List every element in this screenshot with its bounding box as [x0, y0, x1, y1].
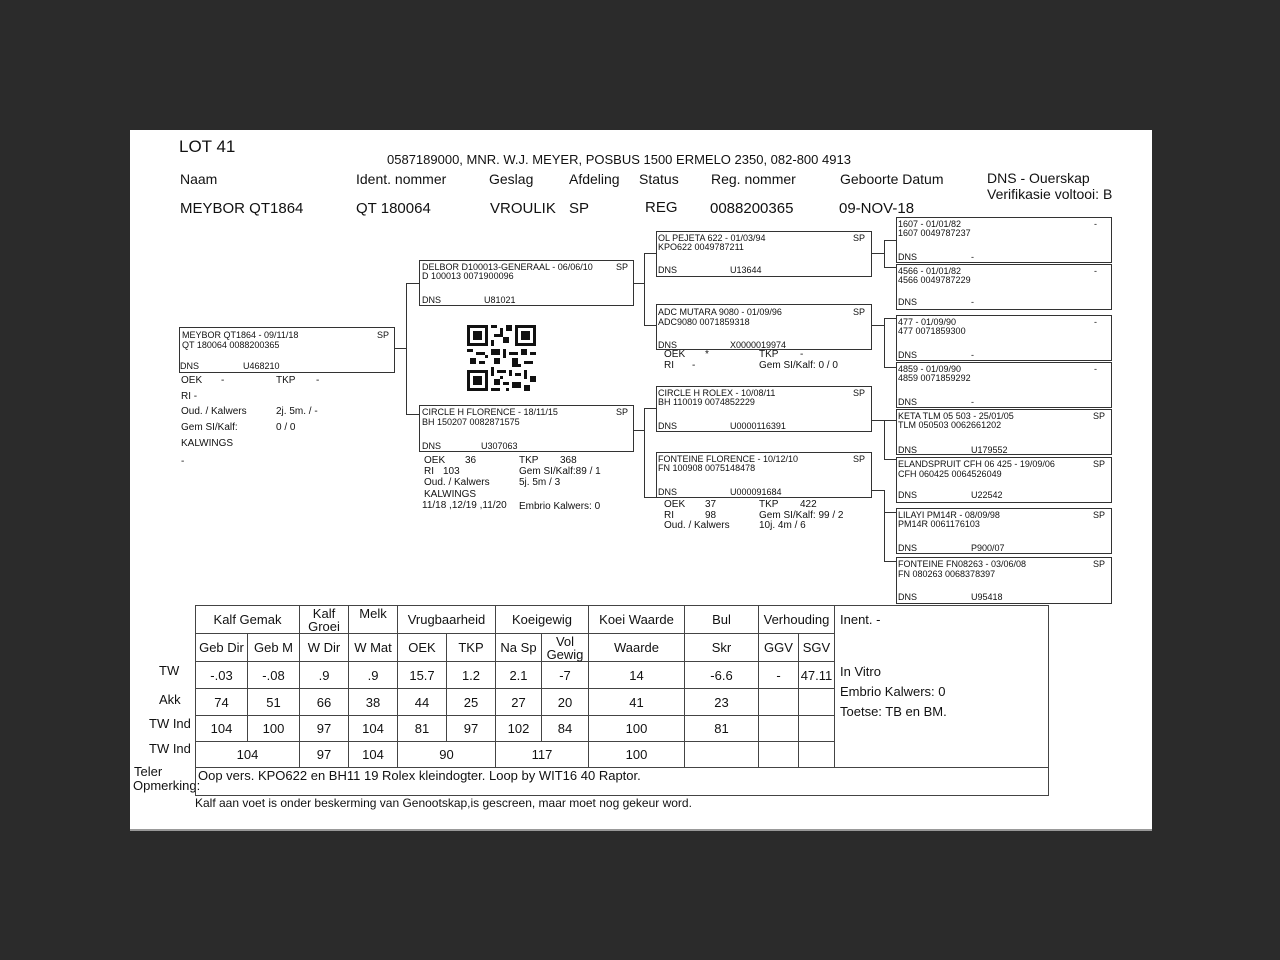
- table-cell: 104: [349, 716, 398, 742]
- sub-sgv: SGV: [799, 634, 835, 662]
- dam-ids: BH 150207 0082871575: [422, 417, 520, 427]
- table-cell: 20: [542, 689, 589, 716]
- ggp-ids: PM14R 0061176103: [898, 519, 980, 529]
- ggp-dns-label: DNS: [898, 297, 918, 307]
- embrio-note: Embrio Kalwers: 0: [840, 684, 946, 699]
- grandparent-box: [656, 231, 872, 277]
- gp-ids: KPO622 0049787211: [658, 242, 744, 252]
- gp2-ri-label: RI: [664, 360, 674, 371]
- gp4-ri-label: RI: [664, 510, 674, 521]
- label-status: Status: [639, 171, 679, 187]
- label-verification: Verifikasie voltooi: B: [987, 186, 1113, 202]
- gp-title: FONTEINE FLORENCE - 10/12/10: [658, 454, 799, 464]
- gp-title: OL PEJETA 622 - 01/03/94: [658, 233, 766, 243]
- gp-sp: SP: [852, 388, 865, 398]
- gp2-oek-value: *: [705, 349, 709, 360]
- table-cell: 81: [685, 716, 759, 742]
- table-cell: 117: [496, 742, 589, 768]
- row-label-tw-ind-2: TW Ind: [149, 741, 191, 756]
- gp4-oud-value: 10j. 4m / 6: [759, 520, 806, 531]
- table-cell: 102: [496, 716, 542, 742]
- lot-number: LOT 41: [179, 137, 236, 156]
- connector: [406, 414, 419, 415]
- label-dob: Geboorte Datum: [840, 171, 944, 187]
- table-cell: 27: [496, 689, 542, 716]
- gp-dns-label: DNS: [658, 421, 678, 431]
- ggp-dns-value: U22542: [971, 490, 1003, 500]
- label-ident: Ident. nommer: [356, 171, 447, 187]
- connector: [406, 283, 419, 284]
- ggp-title: 1607 - 01/01/82: [898, 219, 962, 229]
- dam-dns-value: U307063: [481, 441, 518, 451]
- table-cell: 41: [589, 689, 685, 716]
- sub-ggv: GGV: [759, 634, 799, 662]
- gp-title: ADC MUTARA 9080 - 01/09/96: [658, 307, 782, 317]
- ggp-ids: 477 0071859300: [898, 326, 966, 336]
- animal-oud-value: 2j. 5m. / -: [276, 406, 318, 417]
- group-vrugbaarheid: Vrugbaarheid: [398, 606, 496, 634]
- table-cell: 15.7: [398, 662, 447, 689]
- table-cell: 104: [196, 742, 300, 768]
- table-cell: [759, 716, 799, 742]
- gp-ids: ADC9080 0071859318: [658, 317, 750, 327]
- grandparent-box: [656, 304, 872, 350]
- ggp-ids: TLM 050503 0062661202: [898, 420, 1002, 430]
- sub-w-dir: W Dir: [300, 634, 349, 662]
- value-dept: SP: [569, 200, 590, 217]
- gp-title: CIRCLE H ROLEX - 10/08/11: [658, 388, 776, 398]
- ggp-title: ELANDSPRUIT CFH 06 425 - 19/09/06: [898, 459, 1055, 469]
- ggp-sp: SP: [1092, 411, 1105, 421]
- table-cell: 100: [248, 716, 300, 742]
- ggp-sp: SP: [1092, 559, 1105, 569]
- dam-oek-label: OEK: [424, 455, 446, 466]
- toetse-note: Toetse: TB en BM.: [840, 704, 947, 719]
- connector: [871, 490, 885, 491]
- dam-dns-label: DNS: [422, 441, 442, 451]
- sub-geb-dir: Geb Dir: [196, 634, 248, 662]
- gp2-oek-label: OEK: [664, 349, 686, 360]
- table-cell: 2.1: [496, 662, 542, 689]
- value-status: REG: [645, 199, 678, 216]
- table-cell: 84: [542, 716, 589, 742]
- grandparent-box: [656, 386, 872, 432]
- animal-oek-label: OEK: [181, 375, 203, 386]
- animal-dns-value: U468210: [243, 361, 280, 371]
- table-cell: 74: [196, 689, 248, 716]
- connector: [871, 253, 885, 254]
- animal-ri: RI -: [181, 391, 198, 402]
- value-dob: 09-NOV-18: [839, 200, 915, 217]
- group-kalf-gemak: Kalf Gemak: [196, 606, 300, 634]
- table-cell: 51: [248, 689, 300, 716]
- animal-gem-label: Gem SI/Kalf:: [181, 422, 238, 433]
- ggp-dns-value: P900/07: [971, 543, 1005, 553]
- ggp-dns-label: DNS: [898, 543, 918, 553]
- table-cell: -6.6: [685, 662, 759, 689]
- connector: [644, 408, 656, 409]
- connector: [884, 420, 885, 460]
- animal-box: [179, 327, 395, 373]
- ggp-dns-label: DNS: [898, 592, 918, 602]
- animal-tkp-label: TKP: [276, 375, 296, 386]
- gp4-oek-value: 37: [705, 499, 717, 510]
- ggp-ids: 1607 0049787237: [898, 228, 971, 238]
- gp4-oek-label: OEK: [664, 499, 686, 510]
- gp-sp: SP: [852, 233, 865, 243]
- ggp-ids: 4566 0049787229: [898, 275, 971, 285]
- teler-label: Teler: [134, 764, 163, 779]
- sire-dns-label: DNS: [422, 295, 442, 305]
- dam-oek-value: 36: [465, 455, 477, 466]
- connector: [644, 325, 656, 326]
- table-cell: -.08: [248, 662, 300, 689]
- gp4-ri-value: 98: [705, 510, 717, 521]
- connector: [871, 325, 885, 326]
- ggp-dns-value: -: [971, 297, 974, 307]
- ggp-ids: 4859 0071859292: [898, 373, 971, 383]
- animal-title: MEYBOR QT1864 - 09/11/18: [182, 330, 299, 340]
- sub-vol-gewig: Vol Gewig: [542, 634, 589, 662]
- sub-na-sp: Na Sp: [496, 634, 542, 662]
- sire-box: [419, 260, 634, 306]
- great-grandparent-box: [896, 409, 1112, 455]
- group-melk: Melk: [349, 606, 398, 634]
- label-dept: Afdeling: [569, 171, 620, 187]
- table-cell: 97: [300, 742, 349, 768]
- table-cell: 97: [300, 716, 349, 742]
- ggp-dns-label: DNS: [898, 490, 918, 500]
- sub-oek: OEK: [398, 634, 447, 662]
- dam-kalwings-label: KALWINGS: [424, 489, 477, 500]
- table-cell: 104: [349, 742, 398, 768]
- gp4-tkp-value: 422: [800, 499, 817, 510]
- table-cell: 44: [398, 689, 447, 716]
- animal-dns-label: DNS: [180, 361, 200, 371]
- ggp-sp: SP: [1092, 459, 1105, 469]
- gp-dns-label: DNS: [658, 265, 678, 275]
- label-gender: Geslag: [489, 171, 534, 187]
- animal-sp: SP: [376, 330, 389, 340]
- connector: [644, 497, 656, 498]
- dam-sp: SP: [615, 407, 628, 417]
- table-cell: [759, 742, 799, 768]
- label-name: Naam: [180, 171, 218, 187]
- animal-tkp-value: -: [316, 375, 320, 386]
- table-cell: 14: [589, 662, 685, 689]
- sub-skr: Skr: [685, 634, 759, 662]
- table-cell: -.03: [196, 662, 248, 689]
- table-cell: 38: [349, 689, 398, 716]
- remark-cell: Oop vers. KPO622 en BH11 19 Rolex kleindogter. Loop by WIT16 40 Raptor.: [196, 768, 1049, 796]
- animal-kalwings-label: KALWINGS: [181, 438, 234, 449]
- dam-ri-label: RI: [424, 466, 434, 477]
- ggp-dns-label: DNS: [898, 445, 918, 455]
- gp-sp: SP: [852, 454, 865, 464]
- gp2-tkp-label: TKP: [759, 349, 779, 360]
- row-label-tw: TW: [159, 663, 180, 678]
- gp4-oud-label: Oud. / Kalwers: [664, 520, 730, 531]
- ggp-dns-value: -: [971, 350, 974, 360]
- great-grandparent-box: [896, 217, 1112, 263]
- table-cell: -: [759, 662, 799, 689]
- group-verhouding: Verhouding: [759, 606, 835, 634]
- connector: [644, 408, 645, 498]
- great-grandparent-box: [896, 557, 1112, 604]
- connector: [884, 318, 885, 368]
- sire-title: DELBOR D100013-GENERAAL - 06/06/10: [422, 262, 593, 272]
- ggp-sp: -: [1094, 364, 1097, 374]
- connector: [406, 283, 407, 415]
- connector: [644, 253, 656, 254]
- dam-title: CIRCLE H FLORENCE - 18/11/15: [422, 407, 558, 417]
- table-cell: .9: [349, 662, 398, 689]
- qr-code: [467, 325, 536, 391]
- dam-box: [419, 405, 634, 452]
- gp4-gem: Gem SI/Kalf: 99 / 2: [759, 510, 844, 521]
- table-cell: [685, 742, 759, 768]
- ggp-dns-value: U179552: [971, 445, 1008, 455]
- sub-geb-m: Geb M: [248, 634, 300, 662]
- table-cell: 47.11: [799, 662, 835, 689]
- sub-tkp: TKP: [447, 634, 496, 662]
- ggp-dns-label: DNS: [898, 397, 918, 407]
- connector: [884, 490, 885, 562]
- great-grandparent-box: [896, 362, 1112, 408]
- grandparent-box: [656, 452, 872, 498]
- connector: [871, 420, 885, 421]
- row-label-akk: Akk: [159, 692, 181, 707]
- page-bottom-rule: [130, 829, 1152, 831]
- value-gender: VROULIK: [490, 200, 556, 217]
- side-notes: [835, 606, 1049, 768]
- ggp-title: LILAYI PM14R - 08/09/98: [898, 510, 1000, 520]
- inent-note: Inent. -: [840, 612, 881, 627]
- ggp-dns-value: -: [971, 252, 974, 262]
- ggp-sp: -: [1094, 219, 1097, 229]
- sire-dns-value: U81021: [484, 295, 516, 305]
- gp-dns-value: U13644: [730, 265, 762, 275]
- table-cell: [799, 742, 835, 768]
- animal-oek-value: -: [221, 375, 225, 386]
- performance-table: [195, 605, 1049, 796]
- ggp-title: 4566 - 01/01/82: [898, 266, 962, 276]
- ggp-dns-label: DNS: [898, 350, 918, 360]
- label-dns: DNS - Ouerskap: [987, 170, 1090, 186]
- ggp-title: 4859 - 01/09/90: [898, 364, 962, 374]
- dam-embrio: Embrio Kalwers: 0: [519, 501, 601, 512]
- table-cell: 100: [589, 716, 685, 742]
- dam-ri-value: 103: [443, 466, 460, 477]
- ggp-title: 477 - 01/09/90: [898, 317, 957, 327]
- gp-dns-value: U0000116391: [730, 421, 786, 431]
- gp-dns-value: U000091684: [730, 487, 782, 497]
- ggp-title: KETA TLM 05 503 - 25/01/05: [898, 411, 1014, 421]
- ggp-sp: -: [1094, 317, 1097, 327]
- value-name: MEYBOR QT1864: [180, 200, 304, 217]
- gp2-ri-value: -: [692, 360, 696, 371]
- value-reg: 0088200365: [710, 200, 794, 217]
- owner-line: 0587189000, MNR. W.J. MEYER, POSBUS 1500 ERMELO 2350, 082-800 4913: [387, 152, 851, 167]
- animal-kalwings-value: -: [181, 456, 185, 467]
- table-cell: 97: [447, 716, 496, 742]
- row-label-tw-ind: TW Ind: [149, 716, 191, 731]
- dam-kalwings-value: 11/18 ,12/19 ,11/20: [422, 500, 507, 511]
- gp-sp: SP: [852, 307, 865, 317]
- opmerking-label: Opmerking:: [133, 778, 201, 793]
- table-cell: [799, 716, 835, 742]
- ggp-title: FONTEINE FN08263 - 03/06/08: [898, 559, 1027, 569]
- animal-gem-value: 0 / 0: [276, 422, 296, 433]
- ggp-dns-value: U95418: [971, 592, 1003, 602]
- connector: [884, 240, 885, 268]
- gp2-gem: Gem SI/Kalf: 0 / 0: [759, 360, 838, 371]
- table-cell: 90: [398, 742, 496, 768]
- table-cell: [759, 689, 799, 716]
- gp-dns-label: DNS: [658, 487, 678, 497]
- gp4-tkp-label: TKP: [759, 499, 779, 510]
- footer-note: Kalf aan voet is onder beskerming van Genootskap,is gescreen, maar moet nog gekeur word.: [195, 796, 692, 810]
- dam-oud-label: Oud. / Kalwers: [424, 477, 490, 488]
- gp-ids: BH 110019 0074852229: [658, 397, 755, 407]
- table-cell: 81: [398, 716, 447, 742]
- great-grandparent-box: [896, 264, 1112, 310]
- ggp-sp: -: [1094, 266, 1097, 276]
- value-ident: QT 180064: [356, 200, 431, 217]
- animal-oud-label: Oud. / Kalwers: [181, 406, 247, 417]
- in-vitro-note: In Vitro: [840, 664, 881, 679]
- great-grandparent-box: [896, 457, 1112, 503]
- ggp-dns-value: -: [971, 397, 974, 407]
- group-koei-waarde: Koei Waarde: [589, 606, 685, 634]
- table-cell: .9: [300, 662, 349, 689]
- group-koeigewig: Koeigewig: [496, 606, 589, 634]
- group-bul: Bul: [685, 606, 759, 634]
- connector: [644, 253, 645, 326]
- table-cell: 23: [685, 689, 759, 716]
- dam-tkp-value: 368: [560, 455, 577, 466]
- ggp-dns-label: DNS: [898, 252, 918, 262]
- gp-ids: FN 100908 0075148478: [658, 463, 756, 473]
- gp-dns-label: DNS: [658, 340, 678, 350]
- ggp-ids: FN 080263 0068378397: [898, 569, 996, 579]
- sub-w-mat: W Mat: [349, 634, 398, 662]
- table-cell: 1.2: [447, 662, 496, 689]
- label-reg: Reg. nommer: [711, 171, 796, 187]
- group-kalf-groei: Kalf Groei: [300, 606, 349, 634]
- sub-waarde: Waarde: [589, 634, 685, 662]
- dam-gem: Gem SI/Kalf:89 / 1: [519, 466, 601, 477]
- ggp-ids: CFH 060425 0064526049: [898, 469, 1002, 479]
- table-cell: [799, 689, 835, 716]
- great-grandparent-box: [896, 508, 1112, 554]
- ggp-sp: SP: [1092, 510, 1105, 520]
- gp2-tkp-value: -: [800, 349, 804, 360]
- table-cell: 104: [196, 716, 248, 742]
- dam-oud-value: 5j. 5m / 3: [519, 477, 561, 488]
- table-cell: -7: [542, 662, 589, 689]
- table-cell: 66: [300, 689, 349, 716]
- dam-tkp-label: TKP: [519, 455, 539, 466]
- gp-dns-value: X0000019974: [730, 340, 787, 350]
- great-grandparent-box: [896, 315, 1112, 361]
- table-cell: 100: [589, 742, 685, 768]
- sire-ids: D 100013 0071900096: [422, 271, 514, 281]
- table-cell: 25: [447, 689, 496, 716]
- sire-sp: SP: [615, 262, 628, 272]
- animal-ids: QT 180064 0088200365: [182, 340, 280, 350]
